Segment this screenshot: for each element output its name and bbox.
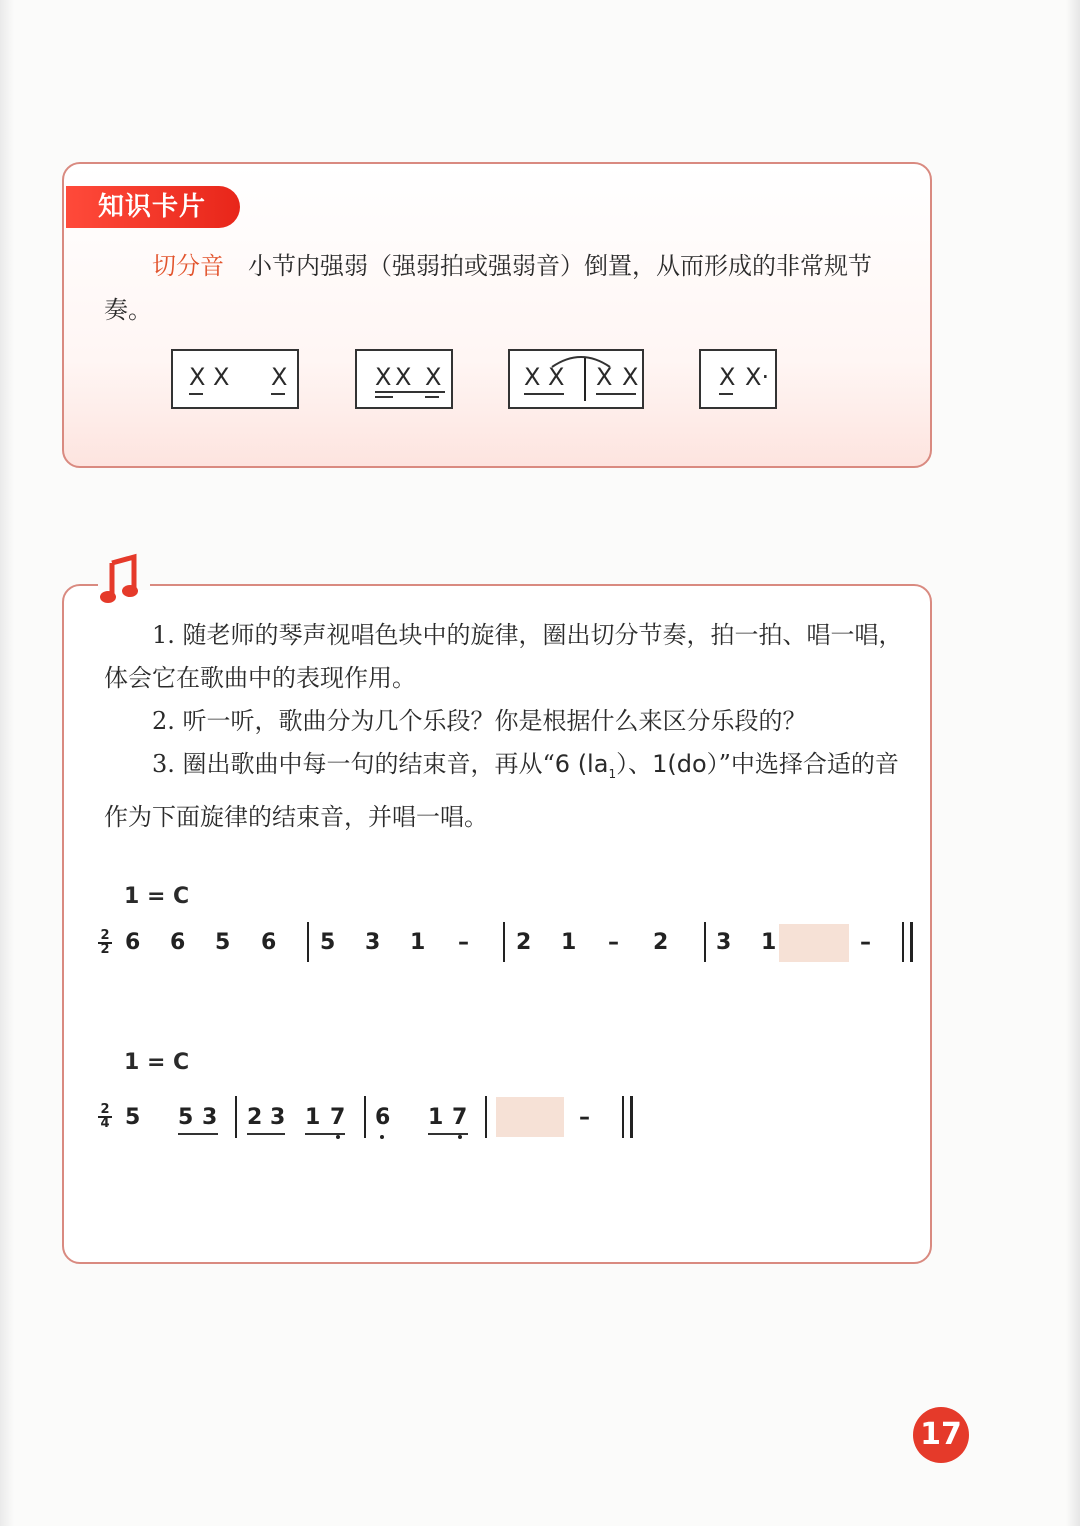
page-edge-left xyxy=(0,0,14,1526)
melody1-note: 5 xyxy=(320,930,336,955)
page-number: 17 xyxy=(913,1407,969,1463)
melody1-note: 3 xyxy=(716,930,732,955)
melody1-answer-blank[interactable] xyxy=(779,924,849,962)
rhythm-note: X xyxy=(719,363,736,391)
melody2-note: 3 xyxy=(270,1105,286,1130)
rhythm-note: X xyxy=(213,363,230,391)
music-note-icon xyxy=(100,553,140,605)
rhythm-pattern-1 xyxy=(171,349,299,409)
melody2-time-signature: $\frac{2}{4}$ xyxy=(98,1104,112,1130)
term-syncopation: 切分音 xyxy=(152,252,224,280)
melody2-note: 5 xyxy=(178,1105,194,1130)
melody2-note: 7 xyxy=(452,1105,468,1130)
melody1-note: 5 xyxy=(215,930,231,955)
rhythm-note: X· xyxy=(745,363,770,391)
rhythm-note: X xyxy=(622,363,639,391)
melody2-note: 2 xyxy=(247,1105,263,1130)
melody1-note: – xyxy=(458,930,469,955)
definition-text: 小节内强弱（强弱拍或强弱音）倒置，从而形成的非常规节奏。 xyxy=(104,252,872,324)
page-edge-right xyxy=(1066,0,1080,1526)
option-do: 1(do xyxy=(652,750,707,778)
rhythm-note: X xyxy=(596,363,613,391)
rhythm-pattern-2 xyxy=(355,349,453,409)
rhythm-pattern-3 xyxy=(508,349,644,409)
rhythm-note: X xyxy=(395,363,412,391)
melody1-note: 1 xyxy=(561,930,577,955)
melody2-note: 3 xyxy=(202,1105,218,1130)
melody2-note: 1 xyxy=(428,1105,444,1130)
melody1-note: 6 xyxy=(125,930,141,955)
rhythm-note: X xyxy=(425,363,442,391)
melody2-note: 7 xyxy=(330,1105,346,1130)
melody1-note: – xyxy=(860,930,871,955)
melody1-note: 3 xyxy=(365,930,381,955)
rhythm-note: X xyxy=(548,363,565,391)
melody2-note: 5 xyxy=(125,1105,141,1130)
rhythm-note: X xyxy=(375,363,392,391)
rhythm-note: X xyxy=(271,363,288,391)
question-2: 2. 听一听，歌曲分为几个乐段？你是根据什么来区分乐段的？ xyxy=(152,707,807,735)
tie-mark xyxy=(550,353,612,369)
rhythm-pattern-4 xyxy=(699,349,777,409)
rhythm-note: X xyxy=(524,363,541,391)
melody2-key: 1 = C xyxy=(124,1050,190,1075)
melody1-note: 1 xyxy=(410,930,426,955)
melody1-note: 1 xyxy=(761,930,777,955)
melody1-key: 1 = C xyxy=(124,884,190,909)
melody2-note: – xyxy=(579,1105,590,1130)
question-1: 1. 随老师的琴声视唱色块中的旋律，圈出切分节奏，拍一拍、唱一唱，体会它在歌曲中的表现作用。 xyxy=(104,621,903,692)
melody1-time-signature: $\frac{2}{2}$ xyxy=(98,930,112,956)
melody1-note: – xyxy=(608,930,619,955)
melody2-note: 6 xyxy=(375,1105,391,1130)
syncopation-definition xyxy=(104,244,904,332)
melody1-note: 6 xyxy=(170,930,186,955)
melody1-note: 2 xyxy=(516,930,532,955)
option-la: 6 (la xyxy=(554,750,609,778)
melody2-answer-blank[interactable] xyxy=(496,1097,564,1137)
melody1-note: 6 xyxy=(261,930,277,955)
melody2-note: 1 xyxy=(305,1105,321,1130)
melody1-note: 2 xyxy=(653,930,669,955)
knowledge-card-title: 知识卡片 xyxy=(66,186,240,228)
question-3: 3. 圈出歌曲中每一句的结束音，再从“6 $(la_1)$、1(do）”中选择合适的音作为下面旋律的结束音，并唱一唱。 xyxy=(104,750,899,831)
rhythm-note: X xyxy=(189,363,206,391)
